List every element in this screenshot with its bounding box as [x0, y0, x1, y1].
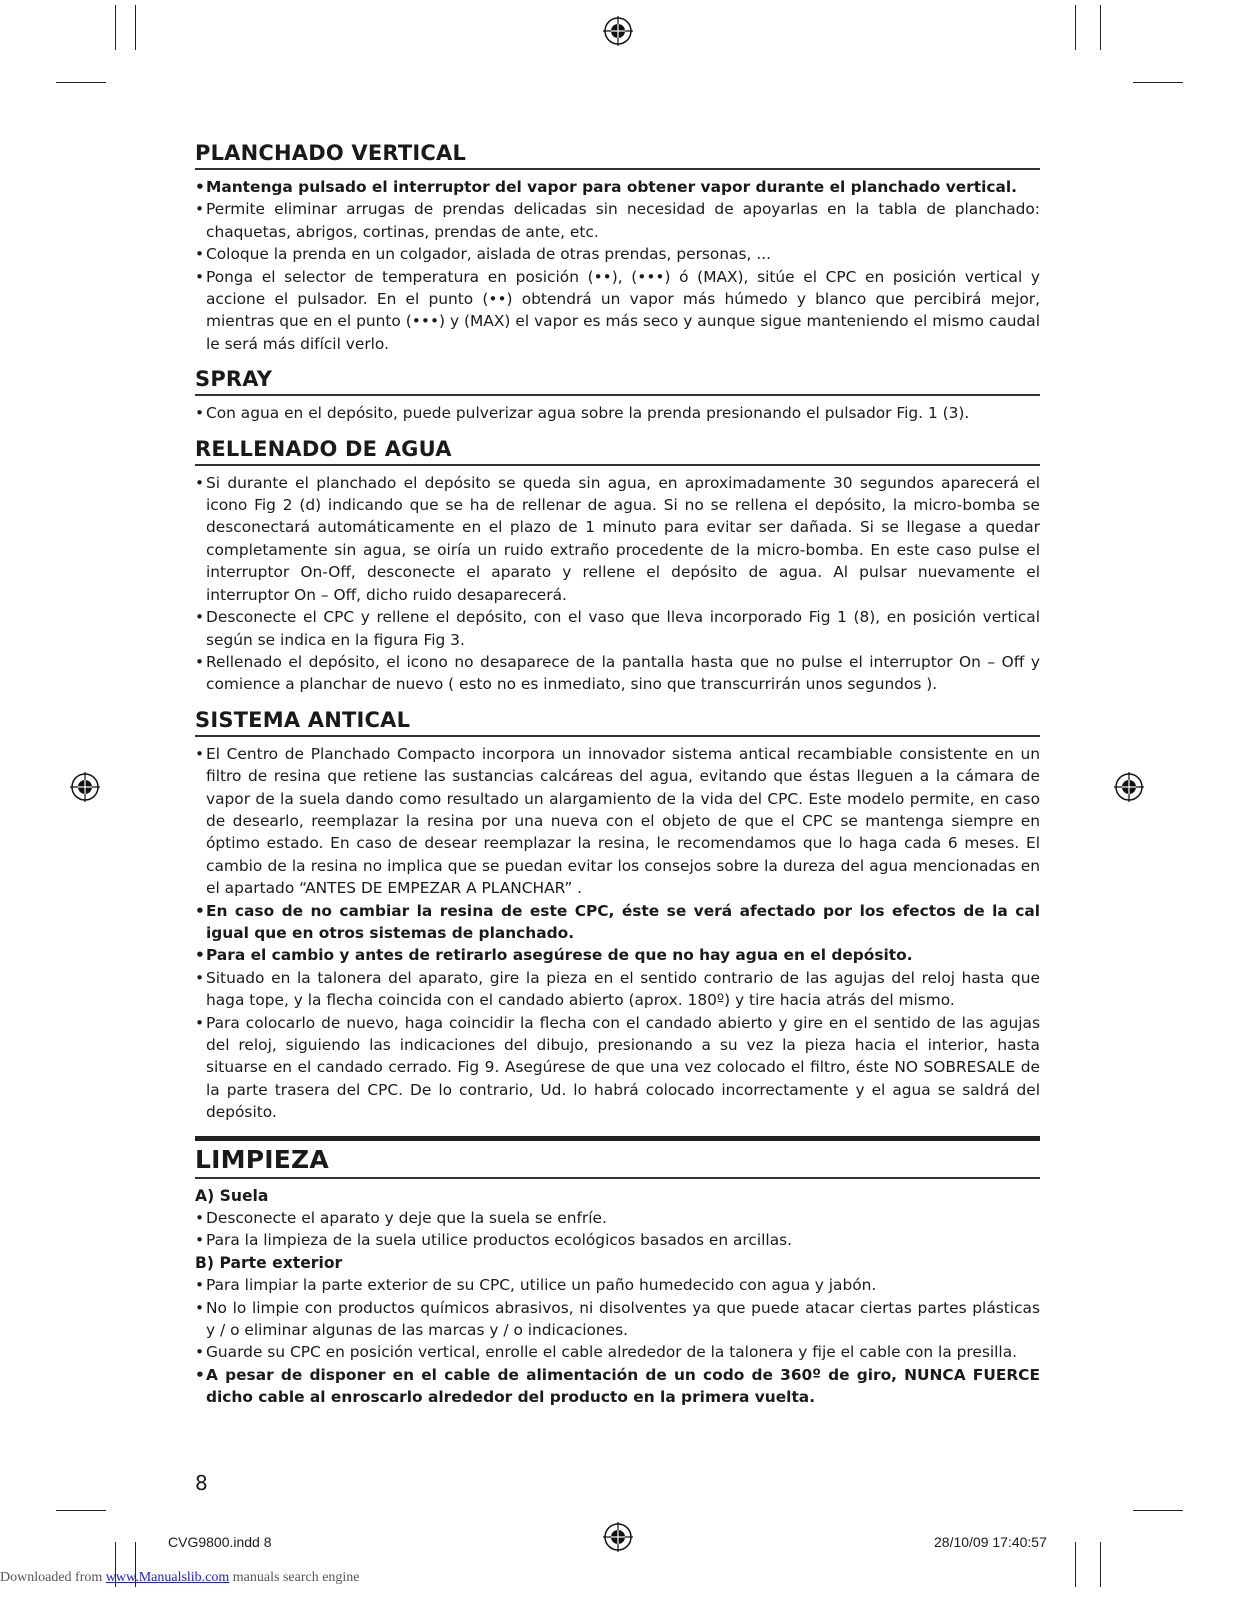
list-item: • Para la limpieza de la suela utilice productos ecológicos basados en arcillas. [195, 1229, 1040, 1251]
section-title: RELLENADO DE AGUA [195, 437, 1040, 466]
section-title: SPRAY [195, 367, 1040, 396]
footer-datetime: 28/10/09 17:40:57 [934, 1534, 1047, 1550]
download-prefix: Downloaded from [0, 1570, 106, 1585]
list-item: • Para el cambio y antes de retirarlo asegúrese de que no hay agua en el depósito. [195, 944, 1040, 966]
crop-mark [1100, 5, 1101, 50]
item-list [195, 472, 1040, 696]
registration-mark-icon [1114, 772, 1144, 802]
list-item: • En caso de no cambiar la resina de este CPC, éste se verá afectado por los efectos de la cal igual que en otros sistemas de planchado. [195, 900, 1040, 945]
crop-mark [1100, 1542, 1101, 1587]
list-item: • No lo limpie con productos químicos abrasivos, ni disolventes ya que puede atacar ciertas partes plásticas y / o eliminar algunas de las marcas y / o indicaciones. [195, 1297, 1040, 1342]
crop-mark [1133, 1510, 1183, 1511]
list-item: • Desconecte el CPC y rellene el depósito, con el vaso que lleva incorporado Fig 1 (8), en posición vertical según se indica en la figura Fig 3. [195, 606, 1040, 651]
list-item: • Para limpiar la parte exterior de su CPC, utilice un paño humedecido con agua y jabón. [195, 1274, 1040, 1296]
item-list [195, 743, 1040, 1124]
section-limpieza [195, 1136, 1040, 1409]
section-planchado-vertical [195, 141, 1040, 355]
subsection-title: B) Parte exterior [195, 1253, 343, 1272]
crop-mark [56, 82, 106, 83]
item-list [195, 176, 1040, 355]
item-list [195, 1207, 1040, 1252]
list-item: • Con agua en el depósito, puede pulverizar agua sobre la prenda presionando el pulsador Fig. 1 (3). [195, 402, 1040, 424]
list-item: • Si durante el planchado el depósito se queda sin agua, en aproximadamente 30 segundos aparecerá el icono Fig 2 (d) indicando que se ha de rellenar de agua. Si no se rellena el depósito, la micro-bomba se desconectará automáticamente en el plazo de 1 minuto para evitar ser dañada. Si se llegase a quedar completamente sin agua, se oiría un ruido extraño procedente de la micro-bomba. En este caso pulse el interruptor On-Off, desconecte el aparato y rellene el depósito de agua. Al pulsar nuevamente el interruptor On – Off, dicho ruido desaparecerá. [195, 472, 1040, 606]
list-item: • Guarde su CPC en posición vertical, enrolle el cable alrededor de la talonera y fije el cable con la presilla. [195, 1341, 1040, 1363]
section-sistema-antical [195, 708, 1040, 1124]
list-item: • Situado en la talonera del aparato, gire la pieza en el sentido contrario de las agujas del reloj hasta que haga tope, y la flecha coincida con el candado abierto (aprox. 180º) y tire hacia atrás del mismo. [195, 967, 1040, 1012]
list-item: • Desconecte el aparato y deje que la suela se enfríe. [195, 1207, 1040, 1229]
registration-mark-icon [603, 1522, 633, 1552]
section-title: LIMPIEZA [195, 1136, 1040, 1179]
list-item: • Permite eliminar arrugas de prendas delicadas sin necesidad de apoyarlas en la tabla de planchado: chaquetas, abrigos, cortinas, prendas de ante, etc. [195, 198, 1040, 243]
crop-mark [115, 5, 116, 50]
section-title: SISTEMA ANTICAL [195, 708, 1040, 737]
section-spray [195, 367, 1040, 424]
list-item: • Rellenado el depósito, el icono no desaparece de la pantalla hasta que no pulse el interruptor On – Off y comience a planchar de nuevo ( esto no es inmediato, sino que transcurrirán unos segundos ). [195, 651, 1040, 696]
section-title: PLANCHADO VERTICAL [195, 141, 1040, 170]
download-notice [0, 1570, 360, 1586]
item-list [195, 402, 1040, 424]
item-list [195, 1274, 1040, 1408]
crop-mark [1075, 5, 1076, 50]
page-number: 8 [195, 1471, 208, 1495]
footer-file: CVG9800.indd 8 [168, 1534, 272, 1550]
list-item: • Para colocarlo de nuevo, haga coincidir la flecha con el candado abierto y gire en el sentido de las agujas del reloj, siguiendo las indicaciones del dibujo, presionando a su vez la pieza hacia el interior, hasta situarse en el candado cerrado. Fig 9. Asegúrese de que una vez colocado el filtro, éste NO SOBRESALE de la parte trasera del CPC. De lo contrario, Ud. lo habrá colocado incorrectamente y el agua se saldrá del depósito. [195, 1012, 1040, 1124]
crop-mark [1075, 1542, 1076, 1587]
crop-mark [1133, 82, 1183, 83]
page-content [195, 141, 1040, 1421]
section-rellenado-de-agua [195, 437, 1040, 696]
list-item: • Mantenga pulsado el interruptor del vapor para obtener vapor durante el planchado vertical. [195, 176, 1040, 198]
crop-mark [135, 5, 136, 50]
list-item: • Coloque la prenda en un colgador, aislada de otras prendas, personas, ... [195, 243, 1040, 265]
subsection-title: A) Suela [195, 1186, 269, 1205]
registration-mark-icon [70, 772, 100, 802]
list-item: • El Centro de Planchado Compacto incorpora un innovador sistema antical recambiable consistente en un filtro de resina que retiene las sustancias calcáreas del agua, evitando que éstas lleguen a la cámara de vapor de la suela dando como resultado un alargamiento de la vida del CPC. Este modelo permite, en caso de desearlo, reemplazar la resina por una nueva con el objeto de que el CPC se mantenga siempre en óptimo estado. En caso de desear reemplazar la resina, le recomendamos que lo haga cada 6 meses. El cambio de la resina no implica que se puedan evitar los consejos sobre la dureza del agua mencionadas en el apartado “ANTES DE EMPEZAR A PLANCHAR” . [195, 743, 1040, 900]
crop-mark [56, 1510, 106, 1511]
list-item: • A pesar de disponer en el cable de alimentación de un codo de 360º de giro, NUNCA FUERCE dicho cable al enroscarlo alrededor del producto en la primera vuelta. [195, 1364, 1040, 1409]
download-suffix: manuals search engine [229, 1570, 360, 1585]
registration-mark-icon [603, 16, 633, 46]
manualslib-link[interactable]: www.Manualslib.com [105, 1570, 230, 1585]
list-item: • Ponga el selector de temperatura en posición (••), (•••) ó (MAX), sitúe el CPC en posición vertical y accione el pulsador. En el punto (••) obtendrá un vapor más húmedo y blanco que percibirá mejor, mientras que en el punto (•••) y (MAX) el vapor es más seco y aunque sigue manteniendo el mismo caudal le será más difícil verlo. [195, 266, 1040, 356]
